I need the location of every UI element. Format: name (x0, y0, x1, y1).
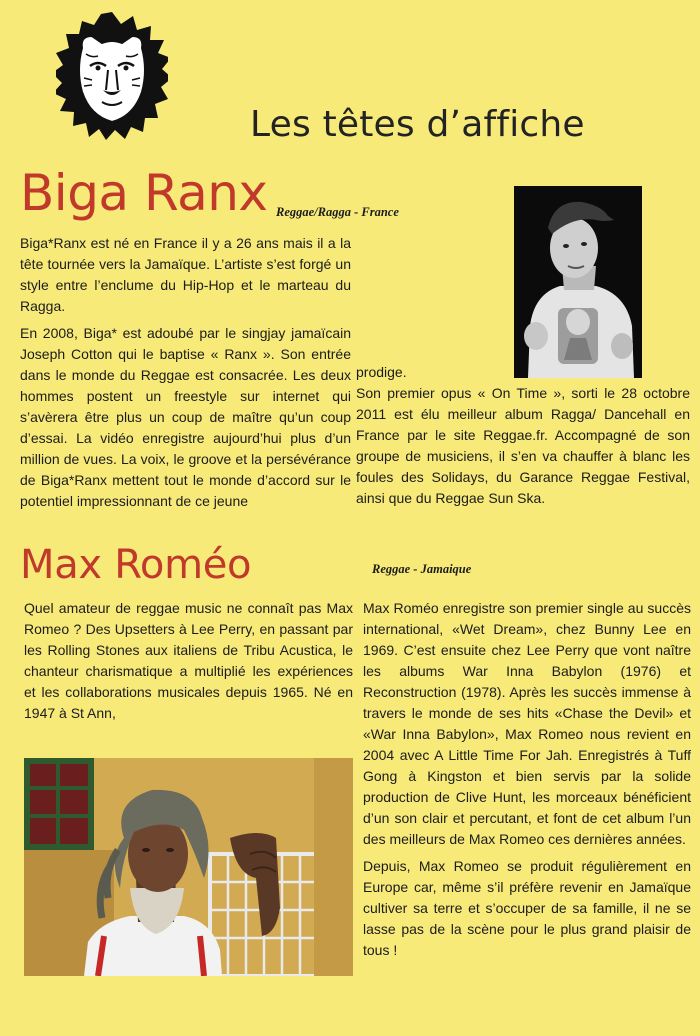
max-romeo-text-right (363, 598, 691, 1018)
biga-ranx-paragraph-1: Biga*Ranx est né en France il y a 26 ans mais il a la tête tournée vers la Jamaïque. L’artiste s’est forgé un style entre l’enclume du Hip-Hop et le marteau du Ragga. (20, 235, 351, 314)
max-romeo-paragraph-3: Depuis, Max Romeo se produit régulièrement en Europe car, même s’il préfère revenir en Jamaïque cultiver sa terre et s’occuper de sa famille, il ne se lasse pas de la scène pour le plus grand plaisir de tous ! (363, 858, 691, 958)
biga-ranx-paragraph-4: Son premier opus « On Time », sorti le 28 octobre 2011 est élu meilleur album Ragga/ Dancehall en France par le site Reggae.fr. Accompagné de son groupe de musiciens, il s’en va chauffer à blanc les foules des Solidays, du Garance Reggae Festival, ainsi que du Reggae Sun Ska. (356, 385, 690, 506)
genre-label-biga-ranx: Reggae/Ragga - France (276, 205, 399, 219)
biga-ranx-text-left (20, 233, 351, 555)
biga-ranx-text-right (356, 362, 690, 542)
genre-label-max-romeo: Reggae - Jamaique (372, 562, 472, 576)
lion-head-icon (56, 10, 168, 142)
lion-logo (56, 10, 168, 142)
biga-ranx-paragraph-2: En 2008, Biga* est adoubé par le singjay jamaïcain Joseph Cotton qui le baptise « Ranx ». Son entrée dans le monde du Reggae est consacrée. Les deux hommes postent un freestyle sur internet qui s’avèrera être plus un coup de maître qu’un coup d’essai. La vidéo enregistre aujourd’hui plus d’un million de vues. La voix, le groove et la persévérance de Biga*Ranx mettent tout le monde d’accord sur le potentiel impressionnant de ce jeune (20, 325, 351, 509)
page-title: Les têtes d’affiche (250, 104, 585, 145)
artist-name-biga-ranx: Biga Ranx (20, 164, 268, 222)
max-romeo-photo (24, 758, 353, 976)
biga-ranx-photo (514, 186, 642, 378)
max-romeo-paragraph-2: Max Roméo enregistre son premier single au succès international, «Wet Dream», chez Bunny Lee en 1969. C’est ensuite chez Lee Perry que vont naître les albums War Inna Babylon (1976) et Reconstruction (1978). Après les succès immense à travers le monde de ses hits «Chase the Devil» et «War Inna Babylon», Max Romeo nous revient en 2004 avec A Little Time For Jah. Enregistrés à Tuff Gong à Kingston et bien servis par la solide production de Clive Hunt, les morceaux bénéficient d’un son clair et percutant, et font de cet album l’un des meilleurs de Max Romeo ces dernières années. (363, 600, 691, 847)
artist-name-max-romeo: Max Roméo (20, 542, 252, 588)
biga-ranx-paragraph-3: prodige. (356, 364, 407, 380)
max-romeo-paragraph-1: Quel amateur de reggae music ne connaît pas Max Romeo ? Des Upsetters à Lee Perry, en passant par les Rolling Stones aux italiens de Tribu Acustica, le chanteur charismatique a multiplié les expériences et les collaborations musicales depuis 1965. Né en 1947 à St Ann, (24, 600, 353, 721)
max-romeo-text-left (24, 598, 353, 728)
